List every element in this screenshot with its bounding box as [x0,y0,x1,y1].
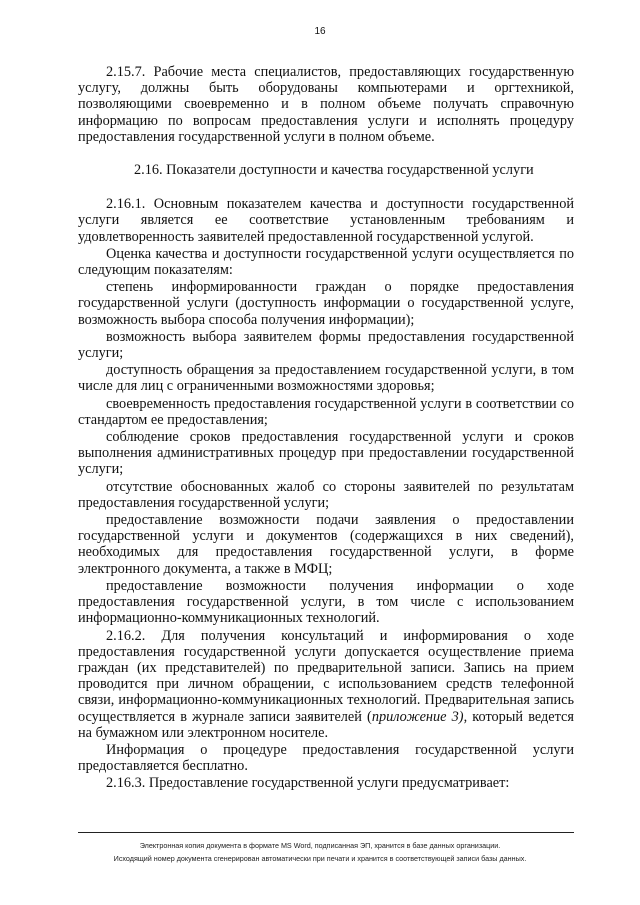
paragraph-indicator-7: предоставление возможности подачи заявления о предоставлении государственной услуги и документов (содержащихся в них сведений), необходимых для предоставления государственной услуги, в форме электронного документа, а также в МФЦ; [78,512,574,577]
paragraph-2-16-1: 2.16.1. Основным показателем качества и доступности государственной услуги является ее соответствие установленным требованиям и удовлетворенность заявителей предоставленной государственной услугой. [78,196,574,245]
section-2-16-body [78,196,574,791]
paragraph-indicator-5: соблюдение сроков предоставления государственной услуги и сроков выполнения административных процедур при предоставлении государственной услуги; [78,429,574,478]
paragraph-indicator-4: своевременность предоставления государственной услуги в соответствии со стандартом ее предоставления; [78,395,574,428]
paragraph-quality-assessment: Оценка качества и доступности государственной услуги осуществляется по следующим показателям: [78,245,574,279]
paragraph-2-16-2-tail: , который ведется на бумажном или электронном носителе. [78,708,574,741]
paragraph-2-15-7: 2.15.7. Рабочие места специалистов, предоставляющих государственную услугу, должны быть оборудованы компьютерами и оргтехникой, позволяющими своевременно и в полном объеме получать справочную информацию по вопросам предоставления услуги и исполнять процедуру предоставления государственной услуги в полном объеме. [78,64,574,145]
footer-divider [78,832,574,833]
appendix-reference: приложение 3) [371,708,464,725]
section-heading: 2.16. Показатели доступности и качества государственной услуги [134,162,534,179]
footer-line-1: Электронная копия документа в формате MS Word, подписанная ЭП, хранится в базе данных организации. [139,841,501,850]
paragraph-info-free: Информация о процедуре предоставления государственной услуги предоставляется бесплатно. [78,741,574,775]
paragraph-indicator-1: степень информированности граждан о порядке предоставления государственной услуги (доступность информации о государственной услуге, возможность выбора способа получения информации); [78,279,574,328]
paragraph-2-16-2 [78,628,574,741]
paragraph-indicator-6: отсутствие обоснованных жалоб со стороны заявителей по результатам предоставления государственной услуги; [78,478,574,511]
paragraph-2-16-2-text: 2.16.2. Для получения консультаций и информирования о ходе предоставления государственной услуги допускается осуществление приема граждан (их представителей) по предварительной записи. Запись на прием проводится при личном обращении, с использованием средств телефонной связи, информационно-коммуникационных технологий. Предварительная запись осуществляется в журнале записи заявителей ( [78,627,574,725]
page-number: 16 [314,26,326,37]
footer-line-2: Исходящий номер документа сгенерирован автоматически при печати и хранится в соответствующей записи базы данных. [113,854,527,863]
paragraph-indicator-8: предоставление возможности получения информации о ходе предоставления государственной услуги, в том числе с использованием информационно-коммуникационных технологий. [78,577,574,627]
paragraph-2-16-3: 2.16.3. Предоставление государственной услуги предусматривает: [106,775,510,792]
footer-note [60,839,580,865]
paragraph-indicator-2: возможность выбора заявителем формы предоставления государственной услуги; [78,328,574,362]
document-body [78,64,574,792]
paragraph-indicator-3: доступность обращения за предоставлением государственной услуги, в том числе для лиц с ограниченными возможностями здоровья; [78,362,574,395]
